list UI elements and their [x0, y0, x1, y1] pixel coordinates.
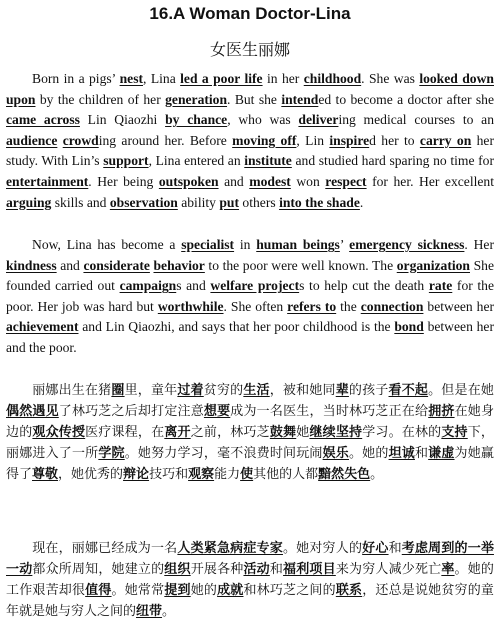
vocab-term: 学院 [98, 446, 125, 461]
english-text [6, 237, 494, 355]
text-run: 。但是在她 [428, 383, 494, 398]
vocab-term: 纽带 [136, 604, 163, 619]
vocab-term: 值得 [85, 583, 112, 598]
text-run: the [336, 298, 361, 314]
vocab-term: rate [428, 278, 453, 294]
vocab-term: organization [396, 257, 470, 273]
vocab-term: considerate [83, 257, 150, 273]
text-run: 。她的工作艰苦却很 [6, 562, 494, 598]
text-run: . But she [227, 91, 282, 107]
text-run: 。她对穷人的 [282, 541, 363, 556]
vocab-term: 福利项目 [283, 562, 336, 577]
text-run: . Her being [88, 173, 159, 189]
text-run: 技巧和 [149, 467, 189, 482]
english-paragraph-1 [6, 69, 494, 213]
vocab-term: 辩论 [123, 467, 150, 482]
vocab-term: arguing [6, 194, 52, 210]
vocab-term: welfare project [210, 278, 300, 294]
text-run: , Lina entered an [148, 153, 245, 169]
vocab-term: 继续坚持 [309, 425, 363, 440]
text-run: 都众所周知，她建立的 [32, 562, 165, 577]
text-run: 在她身边的 [6, 404, 494, 440]
vocab-term: 成就 [217, 583, 244, 598]
vocab-term: connection [360, 298, 424, 314]
vocab-term: 偶然遇见 [6, 404, 59, 419]
vocab-term: generation [165, 91, 228, 107]
vocab-term: 辈 [335, 383, 349, 398]
text-run: 学习。在林的 [362, 425, 442, 440]
chinese-text [6, 383, 494, 482]
vocab-term: campaign [119, 278, 177, 294]
text-run: ，还总是说她贫穷的童年就是她与穷人之间的 [6, 583, 494, 619]
english-text [6, 71, 494, 210]
text-run: ed to become a doctor after she [318, 91, 495, 107]
text-run: skills and [51, 194, 110, 210]
document-subtitle: 女医生丽娜 [209, 40, 290, 59]
text-run: 贫穷的 [203, 383, 244, 398]
text-run: 她 [296, 425, 310, 440]
text-run: 。 [162, 604, 176, 619]
vocab-term: worthwhile [157, 298, 224, 314]
vocab-term: audience [6, 132, 58, 148]
document-title: 16.A Woman Doctor-Lina [149, 4, 351, 23]
text-run: ing around her. Before [98, 132, 233, 148]
chinese-paragraph-2 [6, 538, 494, 622]
text-run: 为她赢得了 [6, 446, 494, 482]
text-run: Born in a pigs’ [32, 71, 120, 86]
vocab-term: came across [6, 112, 80, 128]
vocab-term: looked down upon [6, 71, 494, 107]
text-run: to the poor were well known. The [204, 257, 397, 273]
vocab-term: into the shade [279, 194, 360, 210]
text-run: and Lin Qiaozhi, and says that her poor childhood is the [78, 319, 395, 335]
text-run: 里，童年 [124, 383, 178, 398]
vocab-term: 考虑周到的一举一动 [6, 541, 494, 577]
vocab-term: 提到 [164, 583, 191, 598]
text-run: She founded carried out [6, 257, 494, 294]
vocab-term: by chance [165, 112, 228, 128]
text-run: 丽娜出生在猪 [32, 383, 112, 398]
text-run: in her [262, 71, 304, 86]
text-run: Lin Qiaozhi [79, 112, 166, 128]
chinese-text [6, 541, 494, 619]
text-run: and [56, 257, 84, 273]
text-run: 和林巧芝之间的 [243, 583, 336, 598]
text-run: and [218, 173, 250, 189]
text-run: . She often [223, 298, 288, 314]
vocab-term: support [103, 153, 149, 169]
vocab-term: 谦虚 [428, 446, 455, 461]
text-run: , Lin [296, 132, 330, 148]
vocab-term: led a poor life [180, 71, 263, 86]
vocab-term: put [219, 194, 240, 210]
vocab-term: nest [119, 71, 144, 86]
vocab-term: 观众 [32, 425, 59, 440]
vocab-term: 看不起 [388, 383, 429, 398]
text-run: . [359, 194, 364, 210]
vocab-term: crowd [62, 132, 99, 148]
vocab-term: 生活 [243, 383, 270, 398]
text-run: for the poor. Her job was hard but [6, 278, 495, 314]
text-run: d her to [369, 132, 420, 148]
vocab-term: bond [394, 319, 424, 335]
vocab-term: refers to [287, 298, 337, 314]
vocab-term: 过着 [177, 383, 204, 398]
text-run: won [290, 173, 326, 189]
vocab-term: achievement [6, 319, 79, 335]
text-run: 和 [269, 562, 284, 577]
text-run: 能力 [214, 467, 241, 482]
text-run: 其他的人都 [253, 467, 319, 482]
text-run: her study. With Lin’s [6, 132, 494, 169]
vocab-term: carry on [419, 132, 472, 148]
vocab-term: 支持 [441, 425, 468, 440]
text-run: s and [176, 278, 211, 294]
text-run: 医疗课程，在 [85, 425, 165, 440]
vocab-term: human beings [256, 237, 340, 252]
vocab-term: kindness [6, 257, 57, 273]
text-run: in [234, 237, 257, 252]
vocab-term: 黯然失色 [318, 467, 371, 482]
text-run: ing medical courses to an [338, 112, 494, 128]
vocab-term: institute [244, 153, 292, 169]
vocab-term: modest [249, 173, 291, 189]
vocab-term: 使 [240, 467, 254, 482]
vocab-term: deliver [298, 112, 339, 128]
vocab-term: 拥挤 [428, 404, 455, 419]
text-run: Now, Lina has become a [32, 237, 182, 252]
vocab-term: entertainment [6, 173, 89, 189]
text-run: ，被和她同 [269, 383, 336, 398]
vocab-term: 组织 [164, 562, 191, 577]
text-run: by the children of her [35, 91, 166, 107]
vocab-term: 坦诚 [388, 446, 415, 461]
vocab-term: 离开 [164, 425, 191, 440]
text-run: 成为一名医生，当时林巧芝正在给 [230, 404, 429, 419]
text-run: and studied hard sparing no time for [291, 153, 494, 169]
text-run: 她的 [190, 583, 218, 598]
vocab-term: 率 [441, 562, 455, 577]
text-run: 。她的 [348, 446, 389, 461]
text-run: , who was [227, 112, 299, 128]
text-run: 。 [370, 467, 384, 482]
vocab-term: inspire [329, 132, 370, 148]
text-run: . She was [361, 71, 420, 86]
vocab-term: outspoken [158, 173, 219, 189]
text-run: 了林巧芝之后却打定注意 [58, 404, 204, 419]
text-run: 下，丽娜进入了一所 [6, 425, 494, 461]
text-run: between her and the poor. [6, 319, 494, 355]
english-paragraph-2 [6, 235, 494, 359]
vocab-term: 尊敬 [32, 467, 59, 482]
vocab-term: 圈 [111, 383, 125, 398]
text-run: others [239, 194, 280, 210]
text-run: 之前，林巧芝 [190, 425, 270, 440]
text-run: 和 [388, 541, 402, 556]
vocab-term: 传授 [58, 425, 86, 440]
vocab-term: 人类紧急病症专家 [177, 541, 283, 556]
vocab-term: childhood [303, 71, 362, 86]
vocab-term: 娱乐 [322, 446, 349, 461]
text-run: . Her [464, 237, 494, 252]
text-run: 来为穷人减少死亡 [335, 562, 442, 577]
text-run: 。她努力学习，毫不浪费时间玩闹 [124, 446, 323, 461]
vocab-term: 好心 [362, 541, 389, 556]
vocab-term: 观察 [188, 467, 215, 482]
text-run: 开展各种 [190, 562, 244, 577]
text-run: 现在，丽娜已经成为一名 [32, 541, 178, 556]
vocab-term: specialist [181, 237, 235, 252]
text-run: 和 [414, 446, 429, 461]
vocab-term: intend [281, 91, 319, 107]
text-run: 。她常常 [111, 583, 165, 598]
text-run: ，她优秀的 [58, 467, 124, 482]
text-run: between her [423, 298, 495, 314]
text-run: ability [177, 194, 220, 210]
vocab-term: observation [109, 194, 178, 210]
vocab-term: 联系 [335, 583, 363, 598]
vocab-term: behavior [153, 257, 205, 273]
text-run: ’ [339, 237, 350, 252]
text-run: 的孩子 [348, 383, 389, 398]
vocab-term: 鼓舞 [269, 425, 297, 440]
vocab-term: 活动 [243, 562, 270, 577]
vocab-term: emergency sickness [349, 237, 465, 252]
text-run: for her. Her excellent [366, 173, 494, 189]
text-run: s to help cut the death [299, 278, 429, 294]
vocab-term: moving off [232, 132, 297, 148]
vocab-term: 想要 [203, 404, 231, 419]
vocab-term: respect [325, 173, 367, 189]
chinese-paragraph-1 [6, 380, 494, 485]
text-run: , Lina [143, 71, 181, 86]
